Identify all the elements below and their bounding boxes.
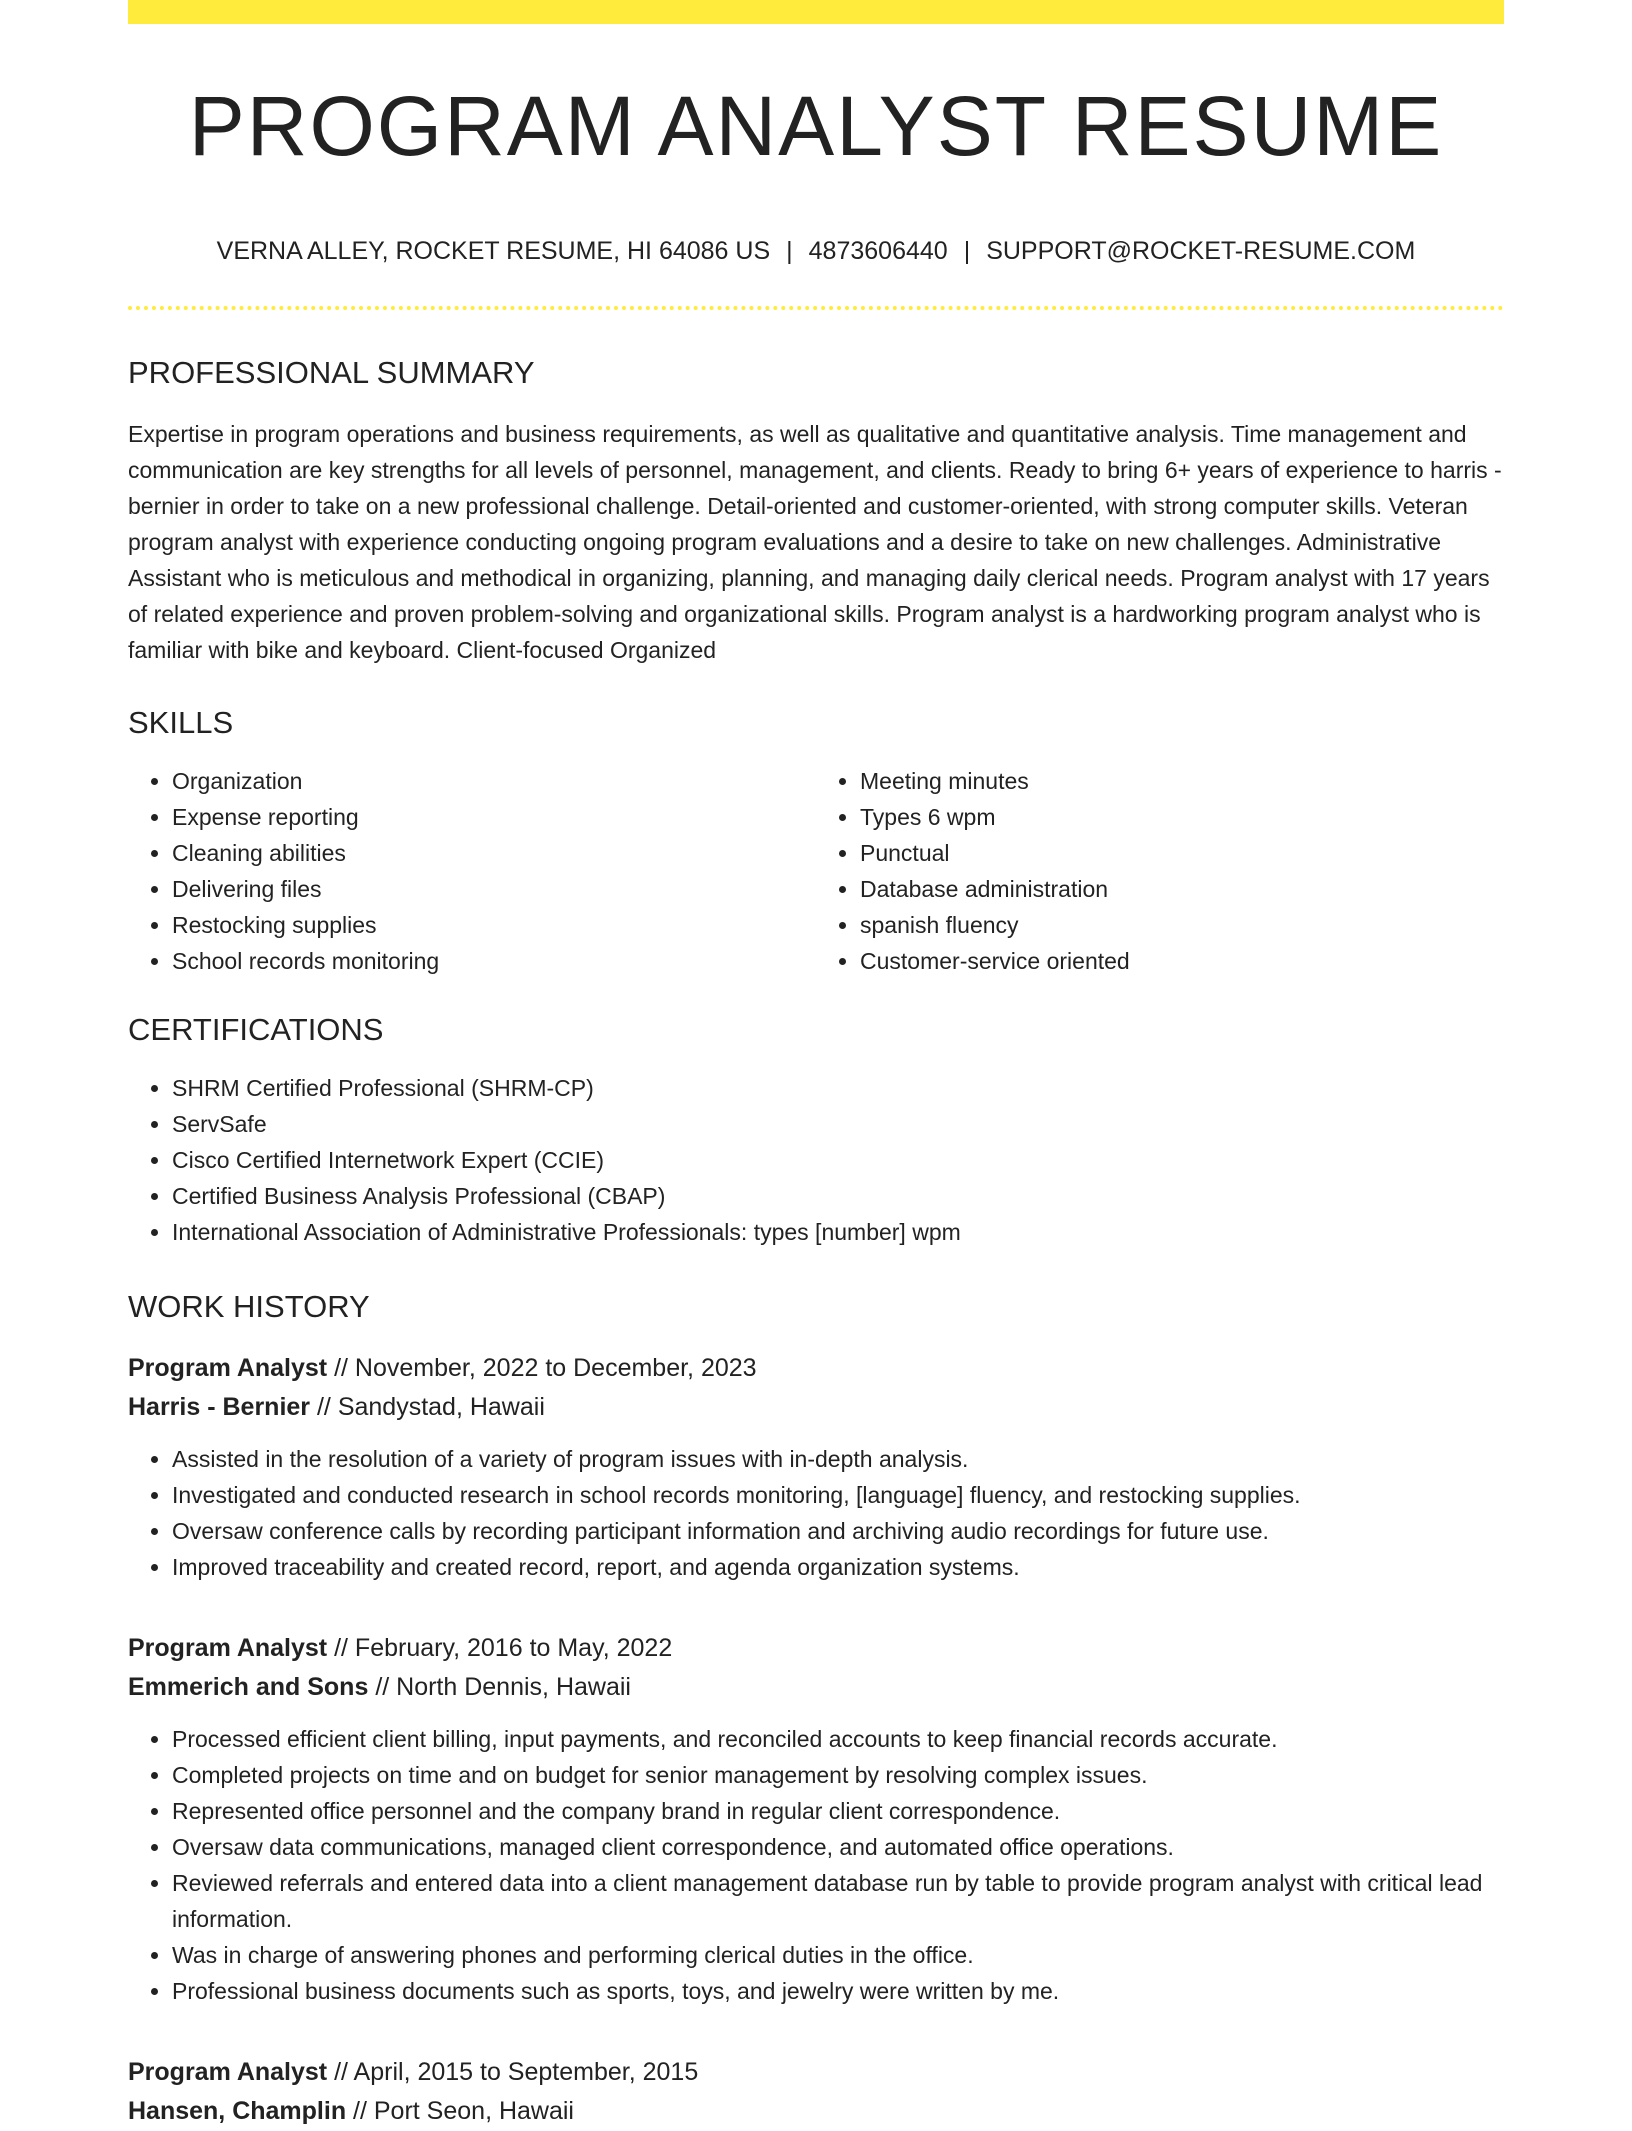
job-duty-item: • Processed efficient client billing, input payments, and reconciled accounts to keep financial records accurate.	[172, 1721, 1504, 1757]
skill-item: • Types 6 wpm	[860, 799, 1504, 835]
summary-heading: PROFESSIONAL SUMMARY	[128, 355, 535, 391]
job-company-line	[128, 1668, 1504, 1707]
skill-item: • Expense reporting	[172, 799, 816, 835]
job-duty-item: • Was in charge of answering phones and performing clerical duties in the office.	[172, 1937, 1504, 1973]
job-dates: // November, 2022 to December, 2023	[334, 1354, 757, 1383]
skill-item: • Restocking supplies	[172, 907, 816, 943]
accent-top-bar	[128, 0, 1504, 24]
contact-separator: |	[786, 237, 793, 266]
job-company: Emmerich and Sons	[128, 1673, 369, 1702]
skill-item: • spanish fluency	[860, 907, 1504, 943]
job-duty-item: • Represented office personnel and the company brand in regular client correspondence.	[172, 1793, 1504, 1829]
job-duty-item: • Completed projects on time and on budget for senior management by resolving complex issues.	[172, 1757, 1504, 1793]
job-title: Program Analyst	[128, 1634, 328, 1663]
skill-item: • Meeting minutes	[860, 763, 1504, 799]
certification-item: • Certified Business Analysis Professional (CBAP)	[172, 1178, 1504, 1214]
certification-item: • Cisco Certified Internetwork Expert (CCIE)	[172, 1142, 1504, 1178]
job-duties-list	[128, 1721, 1504, 2009]
contact-phone: 4873606440	[808, 237, 948, 266]
job-dates: // April, 2015 to September, 2015	[334, 2058, 699, 2087]
job-duty-item: • Assisted in the resolution of a variety of program issues with in-depth analysis.	[172, 1441, 1504, 1477]
job-entry	[128, 1629, 1504, 2009]
skills-list-right	[816, 763, 1504, 979]
job-company: Hansen, Champlin	[128, 2097, 347, 2126]
certifications-heading: CERTIFICATIONS	[128, 1011, 384, 1047]
skills-columns	[128, 763, 1504, 979]
certification-item: • SHRM Certified Professional (SHRM-CP)	[172, 1070, 1504, 1106]
job-location: // Port Seon, Hawaii	[353, 2097, 574, 2126]
job-dates: // February, 2016 to May, 2022	[334, 1634, 673, 1663]
job-title-line	[128, 2053, 1504, 2092]
job-duty-item: • Improved traceability and created record, report, and agenda organization systems.	[172, 1549, 1504, 1585]
work-history-heading: WORK HISTORY	[128, 1288, 370, 1324]
job-title: Program Analyst	[128, 1354, 328, 1383]
job-location: // North Dennis, Hawaii	[375, 1673, 631, 1702]
certification-item: • International Association of Administrative Professionals: types [number] wpm	[172, 1214, 1504, 1250]
skills-heading: SKILLS	[128, 704, 234, 740]
dotted-divider	[128, 306, 1504, 310]
summary-text: Expertise in program operations and business requirements, as well as qualitative and quantitative analysis. Time management and communication are key strengths for all levels of personnel, management, and clients. Ready to bring 6+ years of experience to harris - bernier in order to take on a new professional challenge. Detail-oriented and customer-oriented, with strong computer skills. Veteran program analyst with experience conducting ongoing program evaluations and a desire to take on new challenges. Administrative Assistant who is meticulous and methodical in organizing, planning, and managing daily clerical needs. Program analyst with 17 years of related experience and proven problem-solving and organizational skills. Program analyst is a hardworking program analyst who is familiar with bike and keyboard. Client-focused Organized	[128, 420, 1502, 663]
certification-item: • ServSafe	[172, 1106, 1504, 1142]
job-location: // Sandystad, Hawaii	[316, 1393, 545, 1422]
skill-item: • Delivering files	[172, 871, 816, 907]
job-duty-item: • Oversaw conference calls by recording participant information and archiving audio recordings for future use.	[172, 1513, 1504, 1549]
job-title-line	[128, 1349, 1504, 1388]
resume-page	[128, 0, 1504, 2131]
skill-item: • Organization	[172, 763, 816, 799]
job-duty-item: • Reviewed referrals and entered data into a client management database run by table to provide program analyst with critical lead information.	[172, 1865, 1504, 1937]
job-company: Harris - Bernier	[128, 1393, 311, 1422]
job-title-line	[128, 1629, 1504, 1668]
job-duty-item: • Oversaw data communications, managed client correspondence, and automated office operations.	[172, 1829, 1504, 1865]
job-title: Program Analyst	[128, 2058, 328, 2087]
certifications-list	[128, 1070, 1504, 1250]
job-entry	[128, 2053, 1504, 2131]
skill-item: • School records monitoring	[172, 943, 816, 979]
contact-email: SUPPORT@ROCKET-RESUME.COM	[986, 237, 1416, 266]
work-history-list	[128, 1349, 1504, 2131]
contact-address: VERNA ALLEY, ROCKET RESUME, HI 64086 US	[216, 237, 771, 266]
skill-item: • Customer-service oriented	[860, 943, 1504, 979]
skill-item: • Database administration	[860, 871, 1504, 907]
page-title: PROGRAM ANALYST RESUME	[188, 79, 1444, 173]
job-duty-item: • Professional business documents such as sports, toys, and jewelry were written by me.	[172, 1973, 1504, 2009]
contact-separator: |	[963, 237, 971, 266]
job-company-line	[128, 1388, 1504, 1427]
skill-item: • Punctual	[860, 835, 1504, 871]
skills-list-left	[128, 763, 816, 979]
contact-line	[128, 236, 1504, 266]
job-entry	[128, 1349, 1504, 1585]
job-duty-item: • Investigated and conducted research in school records monitoring, [language] fluency, and restocking supplies.	[172, 1477, 1504, 1513]
job-duties-list	[128, 1441, 1504, 1585]
skill-item: • Cleaning abilities	[172, 835, 816, 871]
